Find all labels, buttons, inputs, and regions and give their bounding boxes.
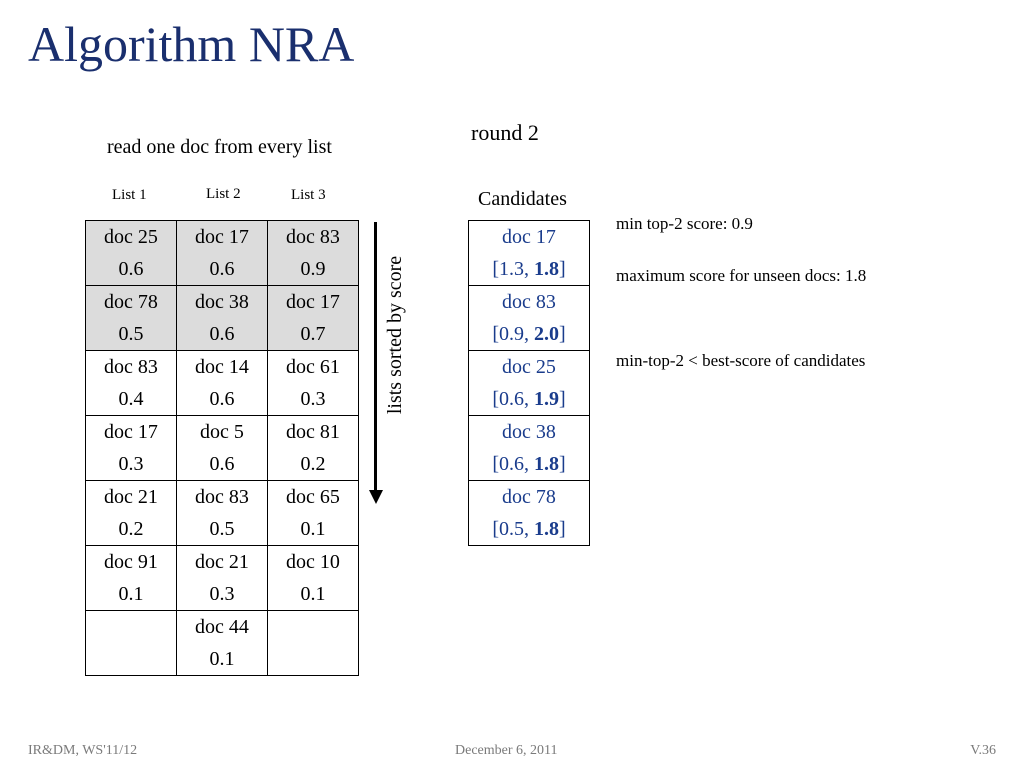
list-row — [86, 611, 359, 676]
doc-id: doc 83 — [286, 226, 340, 248]
doc-id: doc 44 — [195, 616, 249, 638]
bracket-close: ] — [559, 453, 566, 475]
list-cell — [268, 546, 359, 611]
list-row — [86, 481, 359, 546]
list-cell — [268, 221, 359, 286]
best-score: 2.0 — [534, 323, 559, 345]
list-cell — [86, 416, 177, 481]
candidate-cell — [469, 286, 590, 351]
list-cell — [86, 221, 177, 286]
list-cell — [177, 546, 268, 611]
doc-id: doc 78 — [104, 291, 158, 313]
doc-score: 0.7 — [300, 323, 326, 345]
worst-score: [0.6, — [492, 453, 534, 475]
list-cell — [177, 286, 268, 351]
list-row — [86, 221, 359, 286]
candidate-bounds — [469, 318, 589, 350]
doc-id: doc 25 — [104, 226, 158, 248]
list-cell — [86, 286, 177, 351]
doc-score: 0.1 — [300, 583, 326, 605]
candidate-doc: doc 78 — [502, 486, 556, 508]
doc-id: doc 17 — [286, 291, 340, 313]
candidate-row — [469, 481, 590, 546]
doc-id: doc 5 — [200, 421, 244, 443]
candidate-bounds — [469, 383, 589, 415]
candidate-doc: doc 38 — [502, 421, 556, 443]
sorted-by-score-label: lists sorted by score — [384, 255, 406, 415]
list-row — [86, 416, 359, 481]
list-cell — [177, 416, 268, 481]
bracket-close: ] — [559, 323, 566, 345]
footer-slide-number: V.36 — [970, 743, 996, 758]
bracket-close: ] — [559, 518, 566, 540]
candidate-cell — [469, 351, 590, 416]
bracket-close: ] — [559, 258, 566, 280]
doc-score: 0.1 — [209, 648, 235, 670]
doc-score: 0.3 — [118, 453, 144, 475]
doc-score: 0.6 — [209, 453, 235, 475]
list-cell — [86, 546, 177, 611]
doc-score: 0.2 — [300, 453, 326, 475]
candidate-bounds — [469, 513, 589, 545]
candidate-bounds — [469, 253, 589, 285]
doc-id: doc 83 — [104, 356, 158, 378]
candidate-doc: doc 17 — [502, 226, 556, 248]
subheading: read one doc from every list — [107, 136, 332, 158]
worst-score: [1.3, — [492, 258, 534, 280]
candidate-cell — [469, 221, 590, 286]
candidate-cell — [469, 481, 590, 546]
condition-note: min-top-2 < best-score of candidates — [616, 351, 866, 370]
list-cell — [268, 416, 359, 481]
candidate-bounds — [469, 448, 589, 480]
doc-score: 0.1 — [300, 518, 326, 540]
worst-score: [0.6, — [492, 388, 534, 410]
doc-id: doc 61 — [286, 356, 340, 378]
doc-score: 0.9 — [300, 258, 326, 280]
list-row — [86, 351, 359, 416]
list-cell — [268, 481, 359, 546]
list-cell — [177, 611, 268, 676]
doc-id: doc 17 — [104, 421, 158, 443]
list-1-label: List 1 — [112, 187, 147, 203]
doc-id: doc 65 — [286, 486, 340, 508]
doc-score: 0.3 — [300, 388, 326, 410]
list-cell — [86, 481, 177, 546]
candidate-row — [469, 351, 590, 416]
doc-id: doc 38 — [195, 291, 249, 313]
list-cell — [268, 286, 359, 351]
candidates-heading: Candidates — [478, 188, 567, 210]
best-score: 1.8 — [534, 258, 559, 280]
doc-id: doc 10 — [286, 551, 340, 573]
footer-date: December 6, 2011 — [455, 743, 558, 758]
candidate-row — [469, 221, 590, 286]
doc-score: 0.6 — [209, 258, 235, 280]
candidate-row — [469, 286, 590, 351]
down-arrow-icon — [366, 222, 386, 504]
doc-id: doc 14 — [195, 356, 249, 378]
list-cell — [177, 351, 268, 416]
doc-score: 0.5 — [118, 323, 144, 345]
doc-id: doc 81 — [286, 421, 340, 443]
candidates-table — [468, 220, 590, 546]
list-cell — [86, 611, 177, 676]
round-label: round 2 — [471, 120, 539, 145]
candidate-cell — [469, 416, 590, 481]
max-unseen-note: maximum score for unseen docs: 1.8 — [616, 266, 867, 285]
list-2-label: List 2 — [206, 186, 241, 202]
doc-score: 0.3 — [209, 583, 235, 605]
list-cell — [177, 221, 268, 286]
doc-score: 0.5 — [209, 518, 235, 540]
min-top2-note: min top-2 score: 0.9 — [616, 214, 753, 233]
doc-id: doc 83 — [195, 486, 249, 508]
slide-title: Algorithm NRA — [28, 16, 355, 72]
best-score: 1.8 — [534, 453, 559, 475]
list-cell — [86, 351, 177, 416]
doc-id: doc 21 — [195, 551, 249, 573]
candidate-row — [469, 416, 590, 481]
doc-id: doc 21 — [104, 486, 158, 508]
doc-score: 0.6 — [118, 258, 144, 280]
doc-score: 0.2 — [118, 518, 144, 540]
list-cell — [268, 611, 359, 676]
footer-course: IR&DM, WS'11/12 — [28, 743, 138, 758]
doc-id: doc 17 — [195, 226, 249, 248]
candidate-doc: doc 25 — [502, 356, 556, 378]
list-row — [86, 546, 359, 611]
doc-id: doc 91 — [104, 551, 158, 573]
sorted-lists-table — [85, 220, 359, 676]
doc-score: 0.6 — [209, 388, 235, 410]
bracket-close: ] — [559, 388, 566, 410]
list-cell — [177, 481, 268, 546]
list-cell — [268, 351, 359, 416]
list-3-label: List 3 — [291, 187, 326, 203]
list-row — [86, 286, 359, 351]
worst-score: [0.9, — [492, 323, 534, 345]
candidate-doc: doc 83 — [502, 291, 556, 313]
doc-score: 0.4 — [118, 388, 144, 410]
doc-score: 0.1 — [118, 583, 144, 605]
worst-score: [0.5, — [492, 518, 534, 540]
doc-score: 0.6 — [209, 323, 235, 345]
best-score: 1.9 — [534, 388, 559, 410]
best-score: 1.8 — [534, 518, 559, 540]
